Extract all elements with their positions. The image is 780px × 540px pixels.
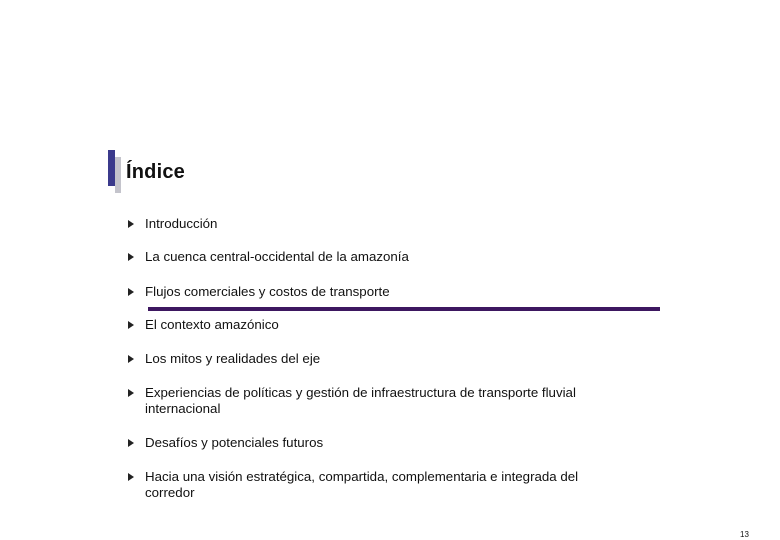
triangle-right-icon <box>128 220 134 228</box>
section-divider <box>148 307 660 311</box>
toc-item-label: Desafíos y potenciales futuros <box>145 435 324 450</box>
triangle-right-icon <box>128 288 134 296</box>
toc-item-label: Introducción <box>145 216 218 231</box>
toc-item-label: La cuenca central-occidental de la amazonía <box>145 249 409 264</box>
triangle-right-icon <box>128 473 134 481</box>
title-accent-bar <box>108 150 115 186</box>
triangle-right-icon <box>128 439 134 447</box>
triangle-right-icon <box>128 355 134 363</box>
title-accent-shadow <box>115 157 121 193</box>
toc-item-desafios <box>126 435 626 451</box>
toc-item-label: Los mitos y realidades del eje <box>145 351 321 366</box>
toc-item-mitos <box>126 351 626 367</box>
toc-item-contexto <box>126 317 626 333</box>
toc-item-label: Flujos comerciales y costos de transporte <box>145 284 390 299</box>
triangle-right-icon <box>128 253 134 261</box>
triangle-right-icon <box>128 321 134 329</box>
page-number: 13 <box>740 530 749 539</box>
toc-item-label: Hacia una visión estratégica, compartida, complementaria e integrada del corredor <box>145 469 579 500</box>
page-title: Índice <box>126 161 185 183</box>
triangle-right-icon <box>128 389 134 397</box>
toc-item-label: Experiencias de políticas y gestión de infraestructura de transporte fluvial internacional <box>145 385 576 416</box>
toc-item-label: El contexto amazónico <box>145 317 279 332</box>
toc-item-introduccion <box>126 216 626 232</box>
toc-item-flujos <box>126 284 626 300</box>
toc-item-vision <box>126 469 626 501</box>
toc-item-experiencias <box>126 385 626 417</box>
toc-item-cuenca <box>126 249 626 265</box>
